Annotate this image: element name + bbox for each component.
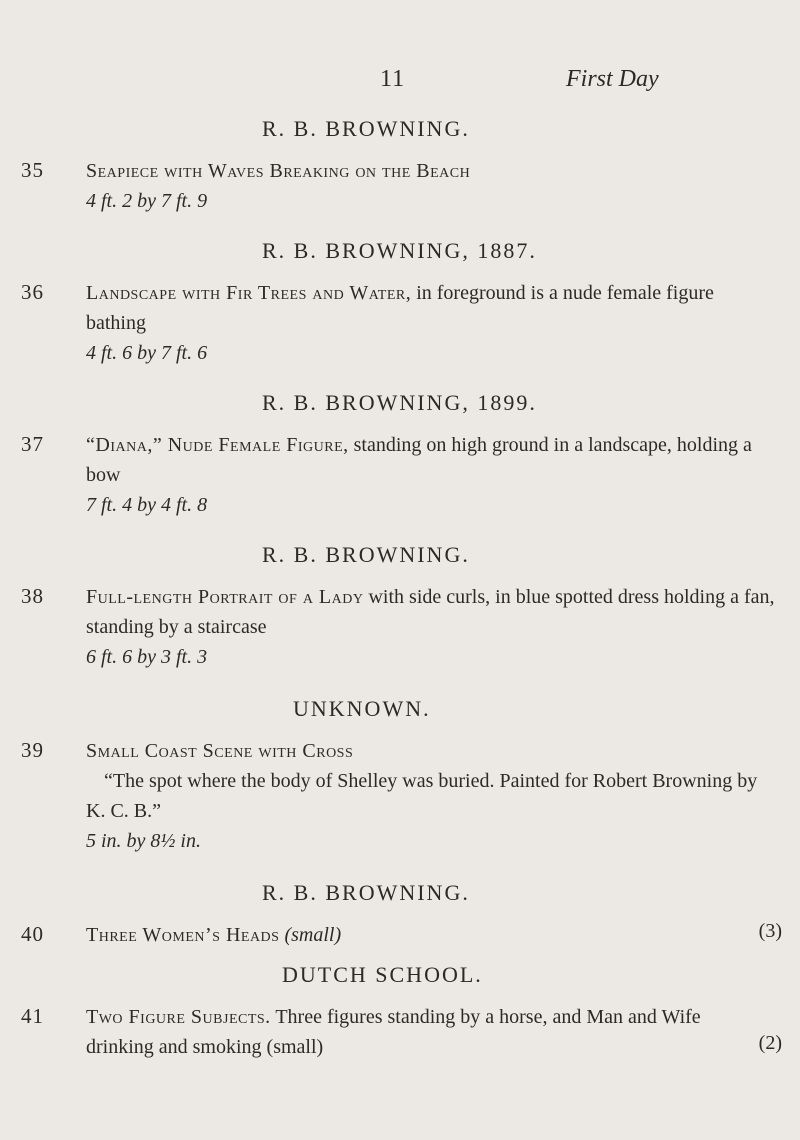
artist-heading: R. B. BROWNING.	[262, 880, 470, 905]
lot-quotation: “The spot where the body of Shelley was buried. Painted for Robert Browning by K. C. B.”	[86, 770, 758, 822]
page-number: 11	[380, 66, 406, 92]
lot-description	[86, 156, 776, 216]
lot-title: Full-length Portrait of a Lady	[86, 586, 364, 608]
lot-title: Landscape with Fir Trees and Water,	[86, 282, 412, 304]
artist-heading: R. B. BROWNING, 1899.	[262, 390, 537, 415]
lot-text: (small)	[279, 924, 342, 946]
lot-description	[86, 582, 776, 672]
lot-number: 40	[21, 922, 44, 946]
lot-title: Two Figure Subjects.	[86, 1006, 271, 1028]
artist-heading: R. B. BROWNING.	[262, 542, 470, 567]
artist-heading: DUTCH SCHOOL.	[282, 962, 483, 987]
lot-text: Three figures standing by a horse, and Man and Wife drinking and smoking (small)	[86, 1006, 701, 1058]
lot-quantity: (2)	[758, 1032, 782, 1054]
lot-number: 39	[21, 738, 44, 762]
lot-title: Seapiece with Waves Breaking on the Beach	[86, 160, 471, 182]
page-header	[0, 66, 800, 96]
lot-dimensions: 4 ft. 6 by 7 ft. 6	[86, 342, 208, 364]
lot-quantity: (3)	[758, 920, 782, 942]
lot-title: Three Women’s Heads	[86, 924, 280, 946]
running-title: First Day	[566, 66, 659, 92]
lot-description	[86, 430, 776, 520]
lot-text: with side curls, in blue spotted dress holding a fan, standing by a staircase	[86, 586, 775, 638]
lot-title: Small Coast Scene with Cross	[86, 740, 354, 762]
lot-title: “Diana,” Nude Female Figure,	[86, 434, 349, 456]
lot-description	[86, 1002, 746, 1062]
lot-number: 38	[21, 584, 44, 608]
lot-description	[86, 920, 776, 950]
lot-text: in foreground is a nude female figure bathing	[86, 282, 714, 334]
lot-dimensions: 5 in. by 8½ in.	[86, 830, 201, 852]
lot-number: 35	[21, 158, 44, 182]
lot-number: 41	[21, 1004, 44, 1028]
artist-heading: R. B. BROWNING, 1887.	[262, 238, 537, 263]
lot-dimensions: 4 ft. 2 by 7 ft. 9	[86, 190, 208, 212]
lot-description	[86, 278, 776, 368]
artist-heading: R. B. BROWNING.	[262, 116, 470, 141]
lot-text: standing on high ground in a landscape, holding a bow	[86, 434, 752, 486]
artist-heading: UNKNOWN.	[293, 696, 431, 721]
lot-description	[86, 736, 776, 856]
lot-dimensions: 6 ft. 6 by 3 ft. 3	[86, 646, 208, 668]
lot-number: 36	[21, 280, 44, 304]
lot-dimensions: 7 ft. 4 by 4 ft. 8	[86, 494, 208, 516]
lot-number: 37	[21, 432, 44, 456]
